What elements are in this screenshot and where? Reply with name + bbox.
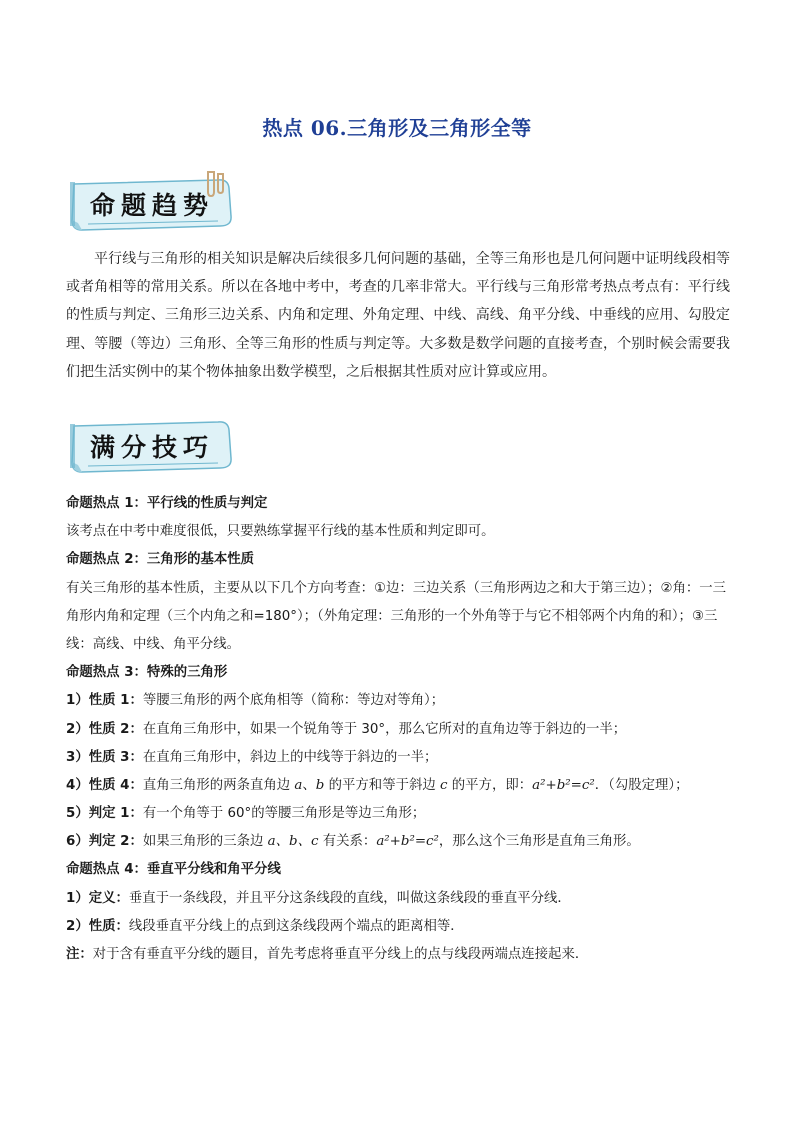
item-text: 的平方和等于斜边 [324,777,441,793]
intro-paragraph: 平行线与三角形的相关知识是解决后续很多几何问题的基础，全等三角形也是几何问题中证明线段相等或者角相等的常用关系。所以在各地中考中，考查的几率非常大。平行线与三角形常考热点考点有：平行线的性质与判定、三角形三边关系、内角和定理、外角定理、中线、高线、角平分线、中垂线的应用、勾股定理、等腰（等边）三角形、全等三角形的性质与判定等。大多数是数学问题的直接考查，个别时候会需要我们把生活实例中的某个物体抽象出数学模型，之后根据其性质对应计算或应用。 [66,251,730,380]
item-text: 有关系： [318,834,377,850]
item-text: ．（勾股定理）； [594,777,689,793]
hot3-item-4 [66,772,730,800]
hot1-heading: 命题热点 1：平行线的性质与判定 [66,496,268,511]
formula: a²+b²=c² [376,834,439,850]
hot3-item-5 [66,800,730,828]
hot4-property [66,913,730,941]
section-banner-trend [68,176,236,232]
var-abc: a、b、c [267,834,319,850]
item-text: ，那么这个三角形是直角三角形。 [438,834,640,850]
item-label: 2）性质 2： [66,721,143,737]
banner-title: 命题趋势 [90,191,215,220]
item-text: 的平方，即： [447,777,533,793]
item-text: 在直角三角形中，如果一个锐角等于 30°，那么它所对的直角边等于斜边的一半； [142,721,627,737]
hot1-text: 该考点在中考中难度很低，只要熟练掌握平行线的基本性质和判定即可。 [66,524,495,540]
item-text: 如果三角形的三条边 [142,834,268,850]
item-label: 1）性质 1： [66,693,143,709]
section-banner-tips [68,418,236,474]
item-label: 3）性质 3： [66,749,143,765]
item-label: 1）定义： [66,890,129,906]
item-label: 注： [66,947,93,963]
item-text: 对于含有垂直平分线的题目，首先考虑将垂直平分线上的点与线段两端点连接起来． [92,947,589,963]
tips-content [66,490,730,969]
item-label: 6）判定 2： [66,834,143,850]
hot4-definition [66,885,730,913]
var-c: c [440,777,448,793]
var-a: a [294,777,303,793]
item-label: 4）性质 4： [66,777,143,793]
item-text: 、 [302,777,316,793]
hot2-text: 有关三角形的基本性质，主要从以下几个方向考查：①边：三边关系（三角形两边之和大于第三边）；②角：一三角形内角和定理（三个内角之和=180°）；（外角定理：三角形的一个外角等于与它不相邻两个内角的和）；③三线：高线、中线、角平分线。 [66,580,727,652]
item-label: 5）判定 1： [66,806,143,822]
formula: a²+b²=c² [532,777,595,793]
item-text: 直角三角形的两条直角边 [142,777,295,793]
hot3-heading: 命题热点 3：特殊的三角形 [66,665,228,681]
page-title: 热点 06.三角形及三角形全等 [262,116,532,140]
var-b: b [315,777,325,793]
hot4-heading: 命题热点 4：垂直平分线和角平分线 [66,862,281,878]
hot3-item-3 [66,744,730,772]
item-text: 垂直于一条线段，并且平分这条线段的直线，叫做这条线段的垂直平分线． [128,890,571,906]
hot4-note [66,941,730,969]
item-text: 在直角三角形中，斜边上的中线等于斜边的一半； [142,749,438,765]
hot3-item-6 [66,828,730,856]
item-text: 有一个角等于 60°的等腰三角形是等边三角形； [142,806,426,822]
item-text: 线段垂直平分线上的点到这条线段两个端点的距离相等． [128,918,464,934]
item-text: 等腰三角形的两个底角相等（简称：等边对等角）； [142,693,445,709]
hot3-item-2 [66,716,730,744]
hot3-item-1 [66,687,730,715]
hot2-heading: 命题热点 2：三角形的基本性质 [66,552,255,568]
banner-title: 满分技巧 [90,433,215,462]
item-label: 2）性质： [66,918,129,934]
